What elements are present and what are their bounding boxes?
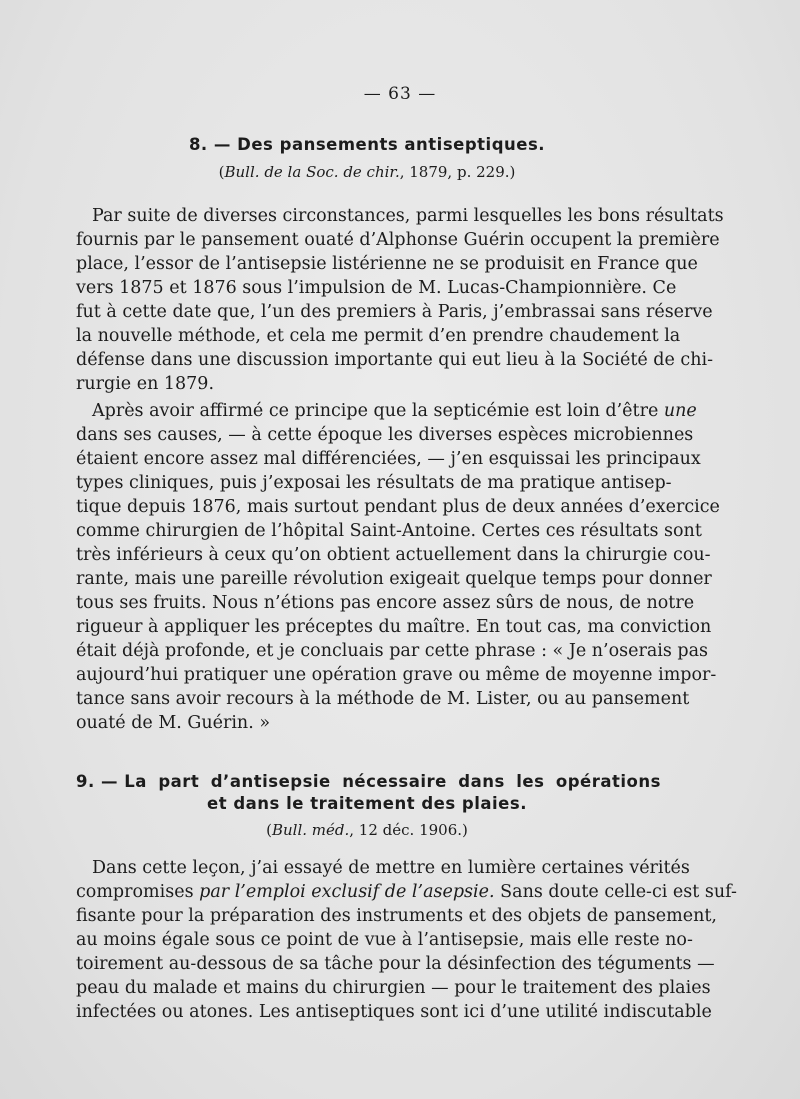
paragraph-line: tique depuis 1876, mais surtout pendant plus de deux années d’exercice: [76, 497, 720, 517]
paragraph-line: types cliniques, puis j’exposai les résultats de ma pratique antisep-: [76, 473, 672, 493]
paragraph-line: tous ses fruits. Nous n’étions pas encore assez sûrs de nous, de notre: [76, 593, 695, 613]
section-9-heading-line-1: 9. — La part d’antisepsie nécessaire dans les opérations: [76, 772, 661, 791]
paragraph-line: défense dans une discussion importante qui eut lieu à la Société de chi-: [76, 350, 713, 370]
section-8-heading: 8. — Des pansements antiseptiques.: [188, 135, 546, 154]
paragraph-line: compromises par l’emploi exclusif de l’asepsie. Sans doute celle-ci est suf-: [76, 882, 737, 902]
paragraph-line: fisante pour la préparation des instruments et des objets de pansement,: [76, 906, 717, 926]
paragraph-line: fournis par le pansement ouaté d’Alphonse Guérin occupent la première: [76, 230, 720, 250]
paragraph-line: étaient encore assez mal différenciées, — j’en esquissai les principaux: [76, 449, 701, 469]
page-number: — 63 —: [363, 84, 437, 104]
paragraph-line: comme chirurgien de l’hôpital Saint-Antoine. Certes ces résultats sont: [76, 521, 702, 541]
paragraph-line: vers 1875 et 1876 sous l’impulsion de M. Lucas-Championnière. Ce: [76, 278, 677, 298]
paragraph-line: la nouvelle méthode, et cela me permit d’en prendre chaudement la: [76, 326, 681, 346]
section-9-heading-line-2: et dans le traitement des plaies.: [207, 794, 527, 813]
section-9-citation: (Bull. méd., 12 déc. 1906.): [266, 821, 468, 839]
paragraph-line: très inférieurs à ceux qu’on obtient actuellement dans la chirurgie cou-: [76, 545, 711, 565]
paragraph-line: peau du malade et mains du chirurgien — pour le traitement des plaies: [76, 978, 711, 998]
section-8-citation: (Bull. de la Soc. de chir., 1879, p. 229.): [218, 163, 516, 181]
paragraph-line: dans ses causes, — à cette époque les diverses espèces microbiennes: [76, 425, 694, 445]
paragraph-line: Par suite de diverses circonstances, parmi lesquelles les bons résultats: [92, 206, 724, 226]
paragraph-line: tance sans avoir recours à la méthode de M. Lister, ou au pansement: [76, 689, 690, 709]
paragraph-line: fut à cette date que, l’un des premiers à Paris, j’embrassai sans réserve: [76, 302, 713, 322]
paragraph-line: ouaté de M. Guérin. »: [76, 713, 271, 733]
paragraph-line: était déjà profonde, et je concluais par cette phrase : « Je n’oserais pas: [76, 641, 709, 661]
paragraph-line: aujourd’hui pratiquer une opération grave ou même de moyenne impor-: [76, 665, 717, 685]
paragraph-line: toirement au-dessous de sa tâche pour la désinfection des téguments —: [76, 954, 715, 974]
paragraph-line: Dans cette leçon, j’ai essayé de mettre en lumière certaines vérités: [92, 858, 690, 878]
paragraph-line: Après avoir affirmé ce principe que la septicémie est loin d’être une: [92, 401, 697, 421]
paragraph-line: rurgie en 1879.: [76, 374, 215, 394]
paragraph-line: rante, mais une pareille révolution exigeait quelque temps pour donner: [76, 569, 712, 589]
paragraph-line: rigueur à appliquer les préceptes du maître. En tout cas, ma conviction: [76, 617, 712, 637]
paragraph-line: infectées ou atones. Les antiseptiques sont ici d’une utilité indiscutable: [76, 1002, 712, 1022]
paragraph-line: au moins égale sous ce point de vue à l’antisepsie, mais elle reste no-: [76, 930, 693, 950]
paragraph-line: place, l’essor de l’antisepsie listérienne ne se produisit en France que: [76, 254, 698, 274]
